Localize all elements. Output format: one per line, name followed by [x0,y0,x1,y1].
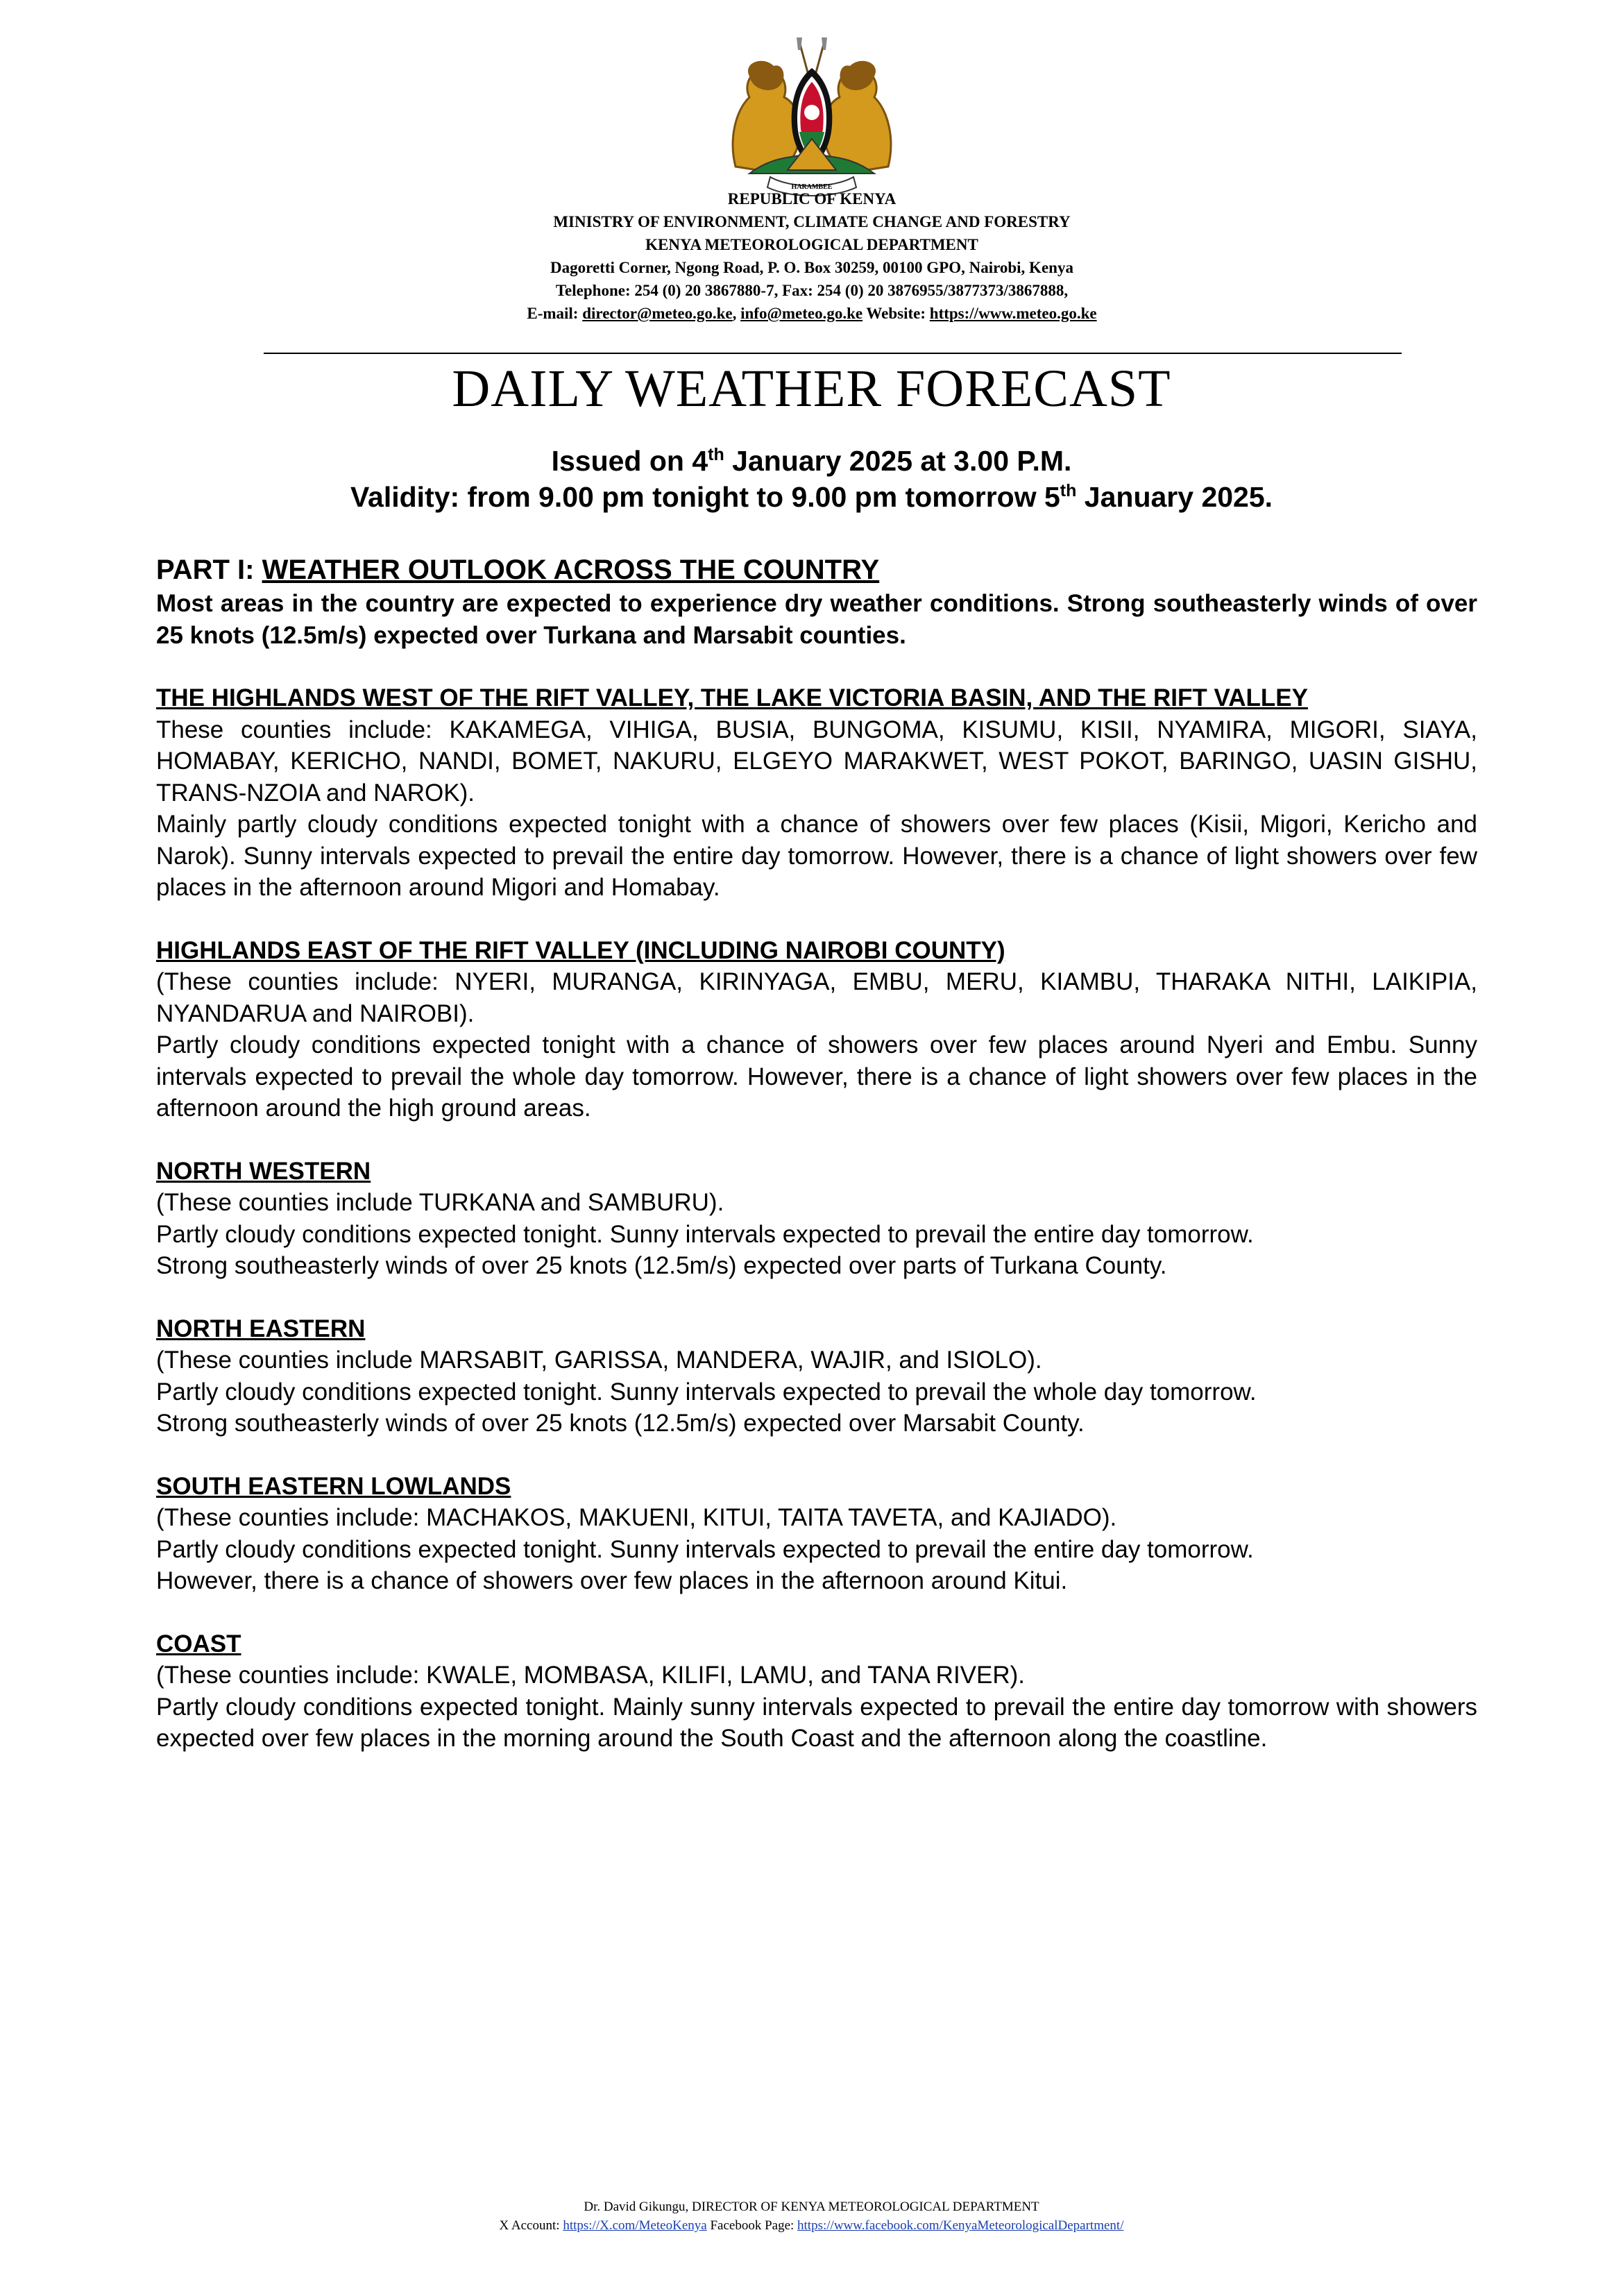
region-counties: (These counties include: KWALE, MOMBASA, KILIFI, LAMU, and TANA RIVER). [156,1662,1026,1689]
region-south-eastern-lowlands [156,1471,1477,1597]
page-footer [0,2197,1623,2235]
region-forecast-line: Strong southeasterly winds of over 25 knots (12.5m/s) expected over parts of Turkana County. [156,1252,1167,1279]
region-forecast: Partly cloudy conditions expected tonight. Mainly sunny intervals expected to prevail the entire day tomorrow with showers expected over few places in the morning around the South Coast and the afternoon along the coastline. [156,1693,1477,1752]
region-title: THE HIGHLANDS WEST OF THE RIFT VALLEY, THE LAKE VICTORIA BASIN, AND THE RIFT VALLEY [156,684,1308,711]
issue-info [0,443,1623,515]
region-north-western [156,1156,1477,1282]
region-counties: (These counties include: MACHAKOS, MAKUENI, KITUI, TAITA TAVETA, and KAJIADO). [156,1504,1117,1531]
letterhead-phone: Telephone: 254 (0) 20 3867880-7, Fax: 254 (0) 20 3876955/3877373/3867888, [555,282,1069,299]
letterhead [278,187,1346,325]
website-link[interactable]: https://www.meteo.go.ke [929,305,1097,322]
region-title: HIGHLANDS EAST OF THE RIFT VALLEY (INCLUDING NAIROBI COUNTY) [156,936,1005,964]
facebook-label: Facebook Page: [706,2218,798,2233]
region-title: NORTH WESTERN [156,1157,371,1185]
region-north-eastern [156,1313,1477,1440]
letterhead-address: Dagoretti Corner, Ngong Road, P. O. Box 30259, 00100 GPO, Nairobi, Kenya [550,259,1073,276]
footer-social [0,2216,1623,2235]
national-summary: Most areas in the country are expected to experience dry weather conditions. Strong southeasterly winds of over 25 knots (12.5m/s) expected over Turkana and Marsabit counties. [156,590,1477,649]
email-info-link[interactable]: info@meteo.go.ke [740,305,863,322]
region-counties: (These counties include MARSABIT, GARISSA, MANDERA, WAJIR, and ISIOLO). [156,1347,1042,1374]
region-forecast-line: Partly cloudy conditions expected tonight. Sunny intervals expected to prevail the entire day tomorrow. [156,1220,1254,1248]
validity-period: Validity: from 9.00 pm tonight to 9.00 pm tomorrow 5th January 2025. [350,481,1273,513]
forecast-content [156,552,1477,1786]
footer-director: Dr. David Gikungu, DIRECTOR OF KENYA METEOROLOGICAL DEPARTMENT [584,2200,1039,2214]
letterhead-republic: REPUBLIC OF KENYA [727,190,897,208]
region-forecast-line: However, there is a chance of showers over few places in the afternoon around Kitui. [156,1567,1068,1594]
facebook-link[interactable]: https://www.facebook.com/KenyaMeteorologicalDepartment/ [797,2218,1124,2233]
website-label: Website: [863,305,930,322]
region-forecast-line: Partly cloudy conditions expected tonight. Sunny intervals expected to prevail the whole day tomorrow. [156,1378,1257,1406]
email-director-link[interactable]: director@meteo.go.ke [582,305,733,322]
region-counties: These counties include: KAKAMEGA, VIHIGA, BUSIA, BUNGOMA, KISUMU, KISII, NYAMIRA, MIGORI, SIAYA, HOMABAY, KERICHO, NANDI, BOMET, NAKURU, ELGEYO MARAKWET, WEST POKOT, BARINGO, UASIN GISHU, TRANS-NZOIA and NAROK). [156,716,1477,807]
region-title: NORTH EASTERN [156,1315,366,1342]
email-separator: , [732,305,741,322]
x-account-link[interactable]: https://X.com/MeteoKenya [563,2218,707,2233]
letterhead-contact [278,302,1346,325]
email-label: E-mail: [527,305,583,322]
region-counties: (These counties include TURKANA and SAMBURU). [156,1189,724,1216]
page-title: DAILY WEATHER FORECAST [452,360,1171,418]
region-title: COAST [156,1630,241,1657]
region-forecast-line: Partly cloudy conditions expected tonight. Sunny intervals expected to prevail the entire day tomorrow. [156,1535,1254,1563]
coat-motto: HARAMBEE [791,183,833,191]
x-account-label: X Account: [499,2218,563,2233]
region-coast [156,1628,1477,1755]
region-title: SOUTH EASTERN LOWLANDS [156,1472,511,1500]
part-heading: PART I: WEATHER OUTLOOK ACROSS THE COUNTRY [156,555,880,585]
letterhead-ministry: MINISTRY OF ENVIRONMENT, CLIMATE CHANGE AND FORESTRY [553,213,1071,230]
region-forecast-line: Strong southeasterly winds of over 25 knots (12.5m/s) expected over Marsabit County. [156,1410,1085,1437]
region-counties: (These counties include: NYERI, MURANGA, KIRINYAGA, EMBU, MERU, KIAMBU, THARAKA NITHI, LAIKIPIA, NYANDARUA and NAIROBI). [156,968,1477,1027]
region-highlands-east [156,935,1477,1124]
region-highlands-west [156,682,1477,904]
region-forecast: Mainly partly cloudy conditions expected tonight with a chance of showers over few places (Kisii, Migori, Kericho and Narok). Sunny intervals expected to prevail the entire day tomorrow. However, there is a chance of light showers over few places in the afternoon around Migori and Homabay. [156,811,1477,901]
kenya-coat-of-arms-icon [722,35,902,199]
letterhead-department: KENYA METEOROLOGICAL DEPARTMENT [645,236,978,253]
part-title: WEATHER OUTLOOK ACROSS THE COUNTRY [262,555,880,585]
region-forecast: Partly cloudy conditions expected tonight with a chance of showers over few places around Nyeri and Embu. Sunny intervals expected to prevail the whole day tomorrow. However, there is a chance of light showers over few places in the afternoon around the high ground areas. [156,1031,1477,1122]
issued-date: Issued on 4th January 2025 at 3.00 P.M. [551,445,1072,477]
